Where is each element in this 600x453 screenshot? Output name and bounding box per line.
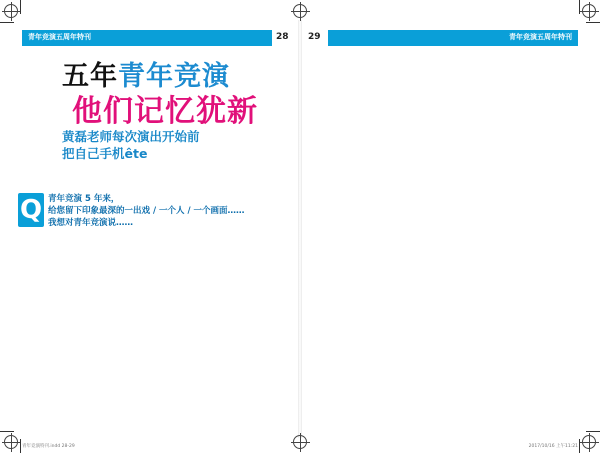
registration-mark-top-center: [293, 4, 307, 18]
registration-mark-bottom-right: [582, 435, 596, 449]
pull-quote-line: 黄磊老师每次演出开始前: [62, 129, 200, 144]
right-page: [300, 0, 600, 453]
right-page-number: 29: [308, 32, 321, 42]
registration-mark-top-right: [582, 4, 596, 18]
q-letter-badge: Q: [19, 195, 43, 225]
crop-mark: [0, 22, 14, 23]
left-page-number: 28: [276, 32, 289, 42]
crop-mark: [586, 431, 600, 432]
pull-quote-line: 把自己手机ête: [62, 146, 148, 161]
left-header-bar: [22, 30, 272, 46]
right-header-bar: [328, 30, 578, 46]
left-header-title: 青年竞演五周年特刊: [28, 33, 91, 41]
feature-title-blue: 青年竞演: [118, 61, 230, 92]
feature-title-line2: 他们记忆犹新: [72, 94, 258, 129]
crop-mark: [579, 439, 580, 453]
q-prompt-line: 我想对青年竞演说……: [48, 218, 134, 228]
crop-mark: [0, 431, 14, 432]
q-prompt: [48, 193, 288, 229]
q-prompt-line: 青年竞演 5 年来，: [48, 194, 120, 204]
crop-mark: [20, 439, 21, 453]
right-footer-slug: 2017/10/16 上午11:21: [528, 444, 578, 449]
registration-mark-bottom-center: [293, 435, 307, 449]
left-footer-slug: 青年竞演特刊.indd 28-29: [22, 444, 75, 449]
crop-mark: [579, 0, 580, 14]
gutter: [298, 20, 302, 438]
feature-title-black: 五年: [62, 61, 118, 92]
registration-mark-top-left: [4, 4, 18, 18]
right-header-title: 青年竞演五周年特刊: [509, 33, 572, 41]
q-prompt-line: 给您留下印象最深的一出戏 / 一个人 / 一个画面……: [48, 206, 245, 216]
pull-quote: [62, 128, 262, 162]
crop-mark: [586, 22, 600, 23]
registration-mark-bottom-left: [4, 435, 18, 449]
crop-mark: [20, 0, 21, 14]
